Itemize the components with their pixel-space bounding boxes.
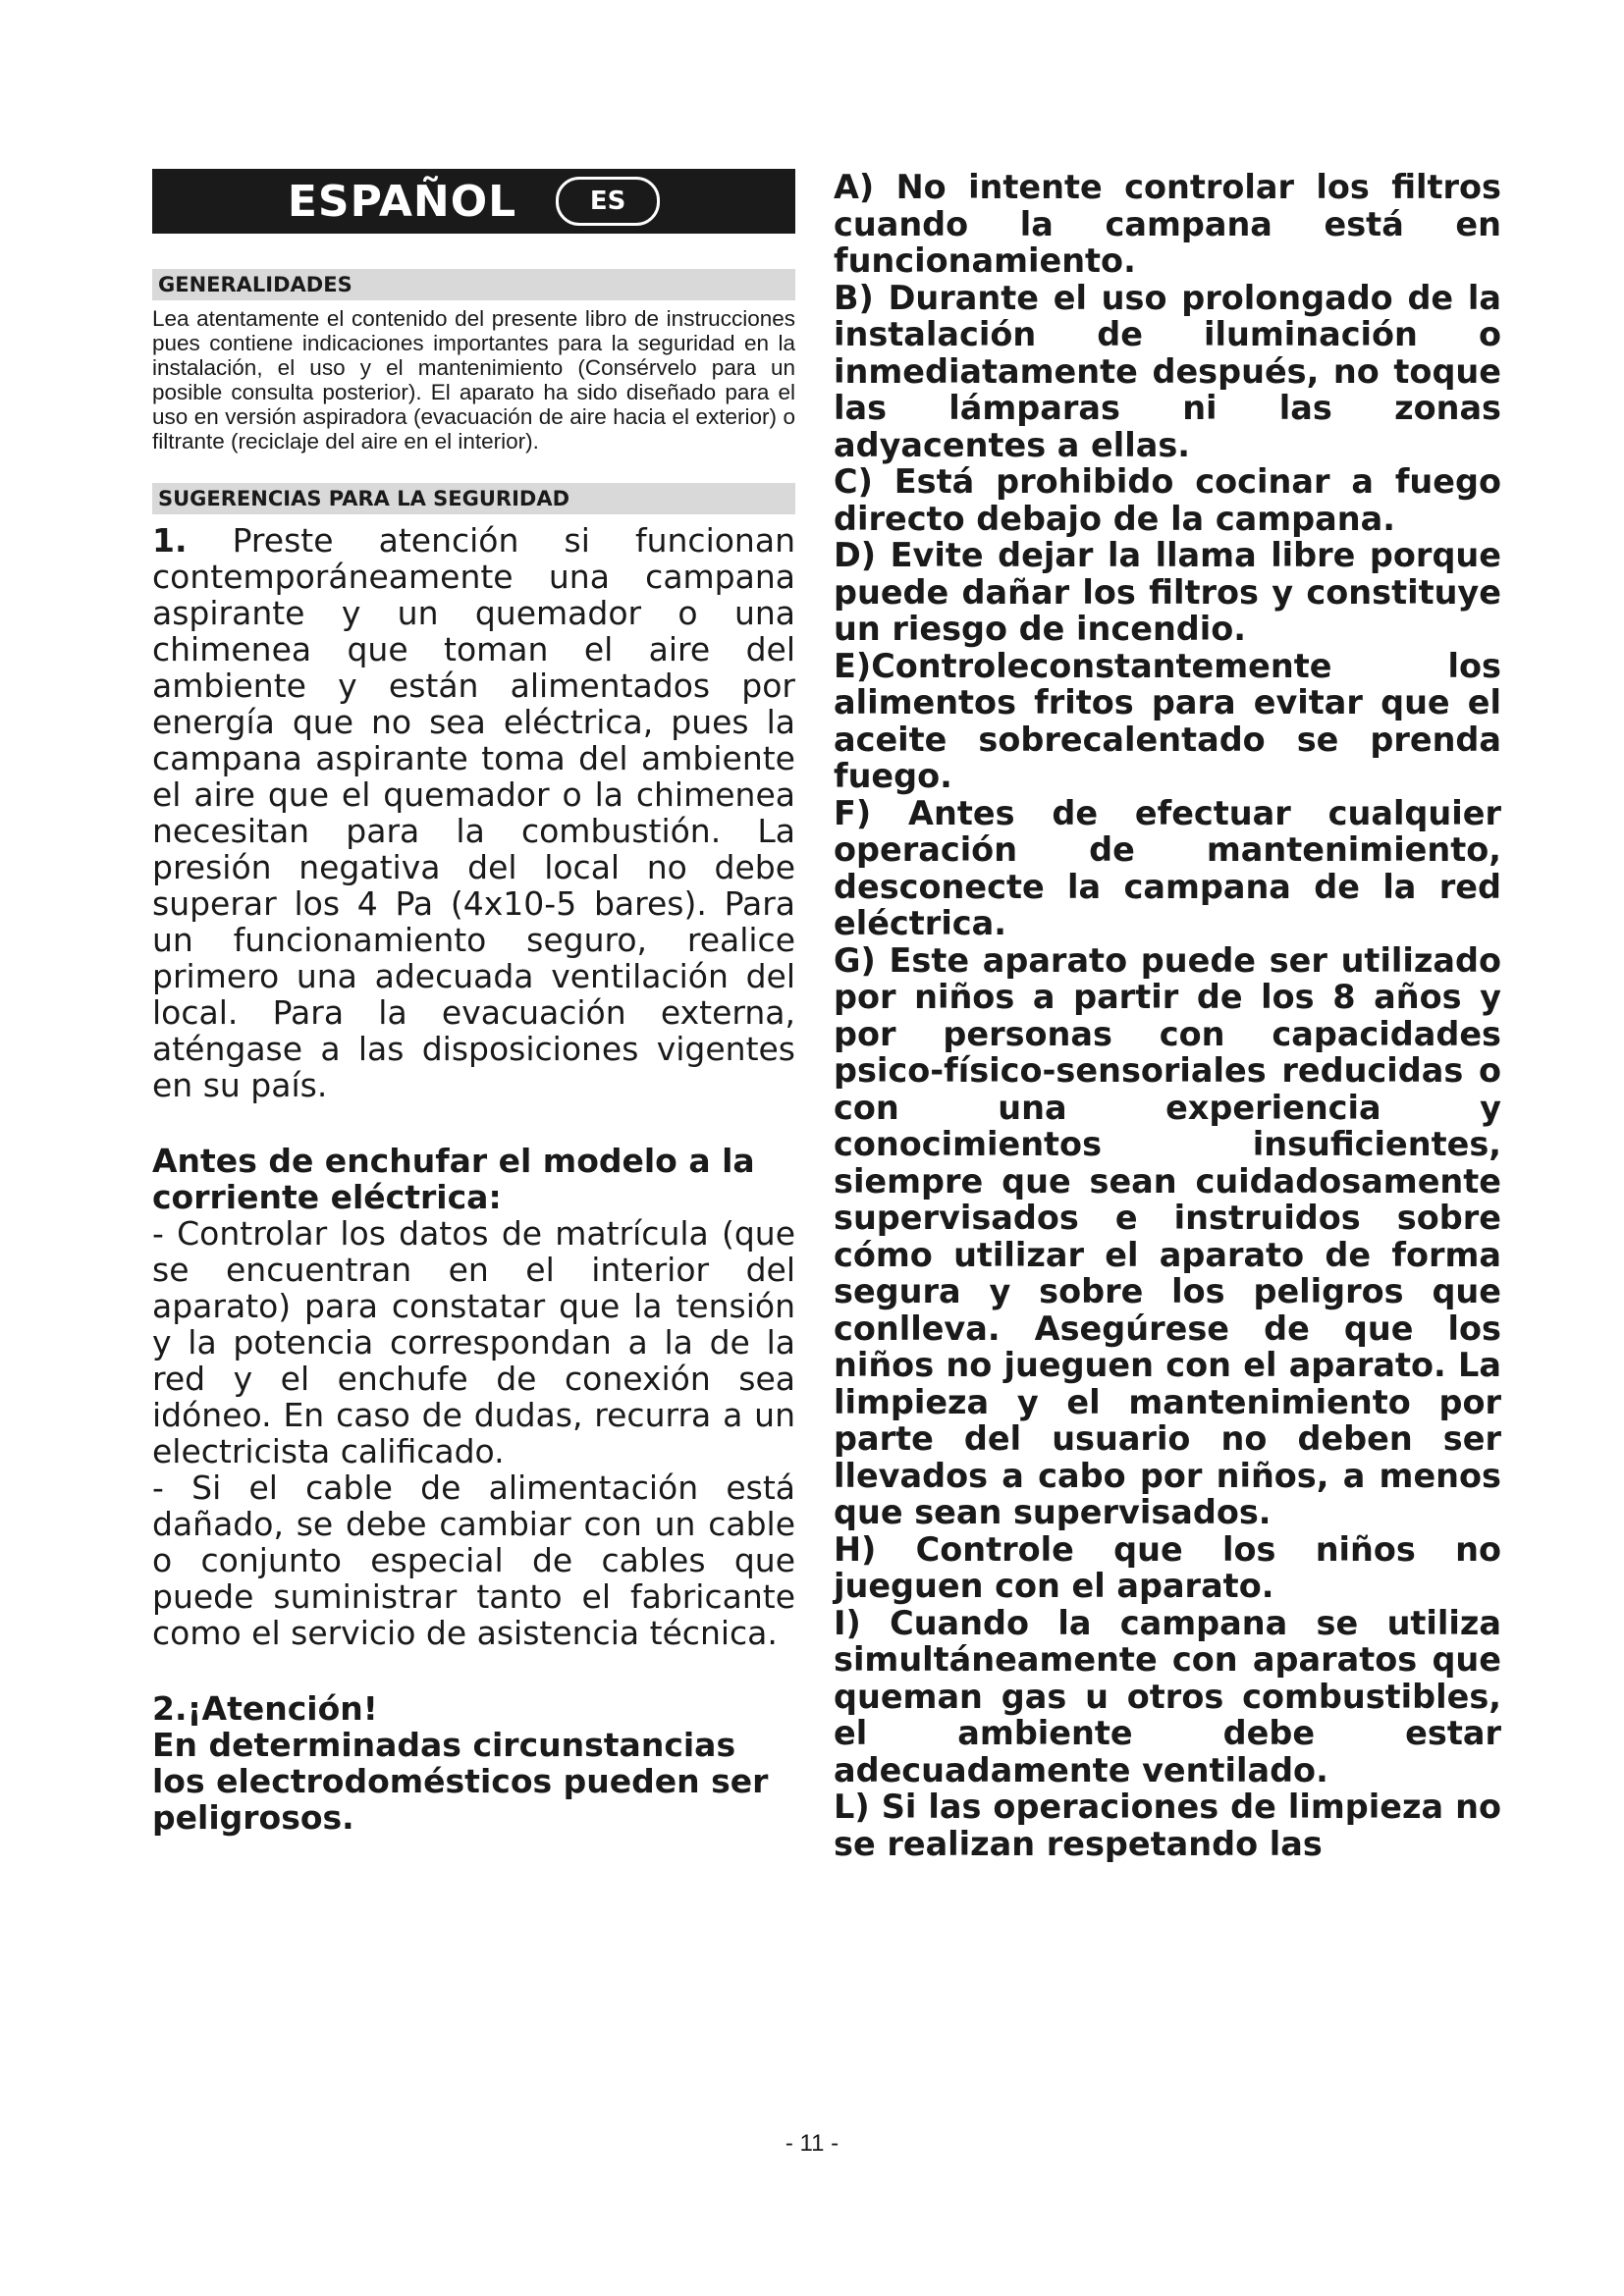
- warning-item-f: F) Antes de efectuar cualquier operación de mantenimiento, desconecte la campana de la red eléctrica.: [834, 793, 1501, 942]
- right-column: [834, 169, 1501, 1862]
- warning-item-c: C) Está prohibido cocinar a fuego directo debajo de la campana.: [834, 462, 1501, 538]
- enchufar-heading: Antes de enchufar el modelo a la corriente eléctrica:: [152, 1142, 755, 1216]
- left-column: [152, 169, 795, 1836]
- seguridad-heading: SUGERENCIAS PARA LA SEGURIDAD: [152, 483, 795, 514]
- enchufar-item-a: - Controlar los datos de matrícula (que se encuentran en el interior del aparato) para constatar que la tensión y la potencia correspondan a la de la red y el enchufe de conexión sea idóneo. En caso de dudas, recurra a un electricista calificado.: [152, 1214, 795, 1470]
- seguridad-item-1: [152, 522, 795, 1103]
- generalidades-heading: GENERALIDADES: [152, 269, 795, 300]
- warning-item-d: D) Evite dejar la llama libre porque puede dañar los filtros y constituye un riesgo de incendio.: [834, 536, 1501, 648]
- generalidades-text: Lea atentamente el contenido del presente libro de instrucciones pues contiene indicaciones importantes para la seguridad en la instalación, el uso y el mantenimiento (Consérvelo para un posible consulta posterior). El aparato ha sido diseñado para el uso en versión aspiradora (evacuación de aire hacia el exterior) o filtrante (reciclaje del aire en el interior).: [152, 306, 795, 454]
- page-number: - 11 -: [785, 2130, 839, 2157]
- language-badge: ES: [556, 177, 660, 226]
- warning-item-i: I) Cuando la campana se utiliza simultáneamente con aparatos que queman gas u otros combustibles, el ambiente debe estar adecuadamente ventilado.: [834, 1603, 1501, 1789]
- language-title: ESPAÑOL: [287, 176, 517, 227]
- atencion-title: 2.¡Atención!: [152, 1689, 378, 1728]
- warning-item-e: E)Controleconstantemente los alimentos fritos para evitar que el aceite sobrecalentado se prenda fuego.: [834, 646, 1501, 795]
- warning-item-l: L) Si las operaciones de limpieza no se realizan respetando las: [834, 1788, 1501, 1863]
- atencion-text: En determinadas circunstancias los electrodomésticos pueden ser peligrosos.: [152, 1726, 769, 1837]
- warning-item-a: A) No intente controlar los filtros cuando la campana está en funcionamiento.: [834, 168, 1501, 280]
- language-header: [152, 169, 795, 234]
- warning-item-h: H) Controle que los niños no jueguen con el aparato.: [834, 1529, 1501, 1605]
- item-number: 1.: [152, 521, 188, 560]
- warning-item-b: B) Durante el uso prolongado de la instalación de iluminación o inmediatamente después, no toque las lámparas ni las zonas adyacentes a ellas.: [834, 278, 1501, 464]
- item-text: Preste atención si funcionan contemporáneamente una campana aspirante y un quemador o una chimenea que toman el aire del ambiente y están alimentados por energía que no sea eléctrica, pues la campana aspirante toma del ambiente el aire que el quemador o la chimenea necesitan para la combustión. La presión negativa del local no debe superar los 4 Pa (4x10-5 bares). Para un funcionamiento seguro, realice primero una adecuada ventilación del local. Para la evacuación externa, aténgase a las disposiciones vigentes en su país.: [152, 521, 795, 1104]
- warning-item-g: G) Este aparato puede ser utilizado por niños a partir de los 8 años y por personas con capacidades psico-físico-sensoriales reducidas o con una experiencia y conocimientos insuficientes, siempre que sean cuidadosamente supervisados e instruidos sobre cómo utilizar el aparato de forma segura y sobre los peligros que conlleva. Asegúrese de que los niños no jueguen con el aparato. La limpieza y el mantenimiento por parte del usuario no deben ser llevados a cabo por niños, a menos que sean supervisados.: [834, 940, 1501, 1531]
- enchufar-item-b: - Si el cable de alimentación está dañado, se debe cambiar con un cable o conjunto especial de cables que puede suministrar tanto el fabricante como el servicio de asistencia técnica.: [152, 1468, 795, 1652]
